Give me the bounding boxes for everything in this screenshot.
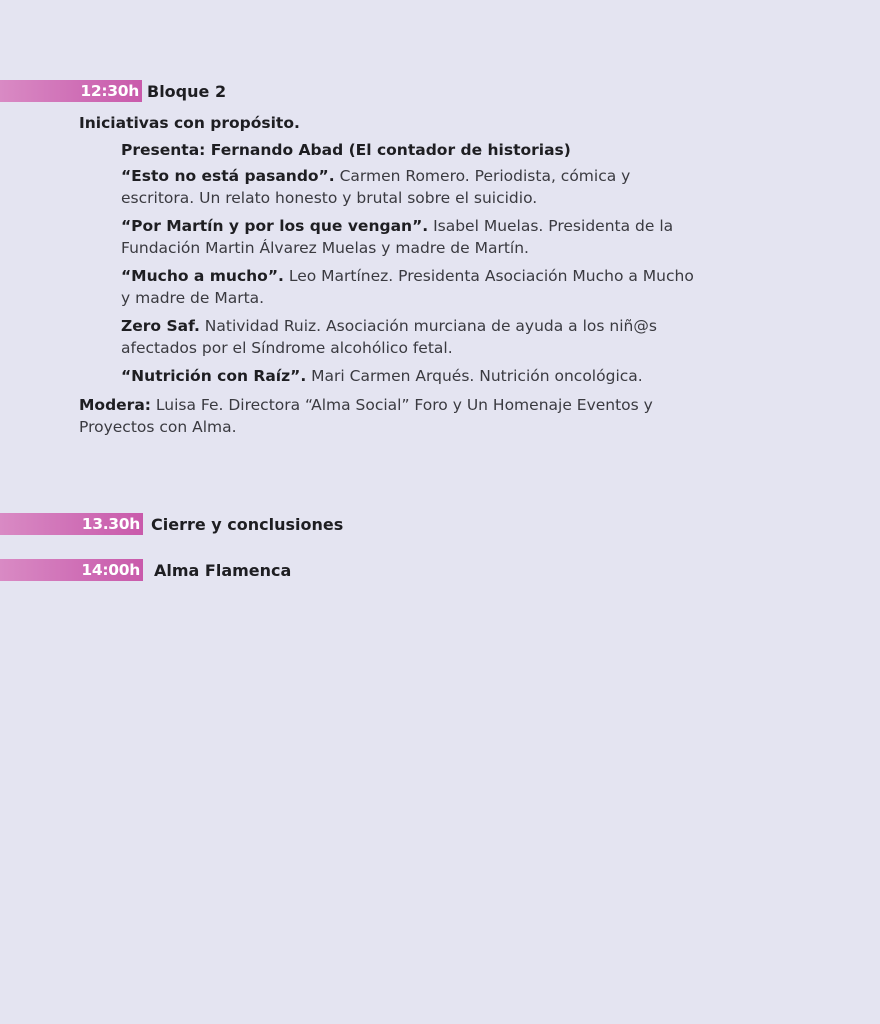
time-badge: [0, 80, 142, 102]
talk-detail: Isabel Muelas. Presidenta de la: [428, 217, 674, 235]
moderator-label: Modera:: [79, 396, 151, 414]
time-badge: [0, 513, 143, 535]
talk-item: [121, 165, 630, 209]
presenter-line: Presenta: Fernando Abad (El contador de historias): [121, 141, 571, 159]
talk-title: Zero Saf.: [121, 317, 200, 335]
block-title: Alma Flamenca: [154, 560, 292, 580]
talk-detail: Mari Carmen Arqués. Nutrición oncológica.: [306, 367, 643, 385]
time-badge: [0, 559, 143, 581]
talk-detail: Carmen Romero. Periodista, cómica y: [334, 167, 631, 185]
talk-item: [121, 365, 643, 387]
talk-detail: Leo Martínez. Presidenta Asociación Mucho a Mucho: [283, 267, 694, 285]
moderator-detail-cont: Proyectos con Alma.: [79, 418, 237, 436]
talk-title: “Esto no está pasando”.: [121, 167, 335, 185]
schedule-row-flamenco: [0, 559, 291, 581]
talk-detail-cont: afectados por el Síndrome alcohólico fetal.: [121, 339, 453, 357]
talk-detail-cont: escritora. Un relato honesto y brutal sobre el suicidio.: [121, 189, 538, 207]
talk-item: [121, 265, 694, 309]
block-title: Cierre y conclusiones: [151, 514, 344, 534]
time-label: 14:00h: [81, 561, 140, 579]
talk-title: “Por Martín y por los que vengan”.: [121, 217, 429, 235]
moderator: [79, 394, 653, 438]
moderator-detail: Luisa Fe. Directora “Alma Social” Foro y Un Homenaje Eventos y: [150, 396, 653, 414]
block-title: Bloque 2: [147, 81, 227, 101]
talk-detail-cont: Fundación Martin Álvarez Muelas y madre de Martín.: [121, 239, 529, 257]
talk-item: [121, 215, 673, 259]
talk-title: “Mucho a mucho”.: [121, 267, 284, 285]
talk-title: “Nutrición con Raíz”.: [121, 367, 307, 385]
talk-detail-cont: y madre de Marta.: [121, 289, 265, 307]
time-label: 12:30h: [80, 82, 139, 100]
time-label: 13.30h: [81, 515, 140, 533]
schedule-row-closing: [0, 513, 343, 535]
block-subtitle: Iniciativas con propósito.: [79, 114, 300, 132]
talk-detail: Natividad Ruiz. Asociación murciana de ayuda a los niñ@s: [199, 317, 657, 335]
schedule-row-block2: [0, 80, 226, 102]
talk-item: [121, 315, 657, 359]
